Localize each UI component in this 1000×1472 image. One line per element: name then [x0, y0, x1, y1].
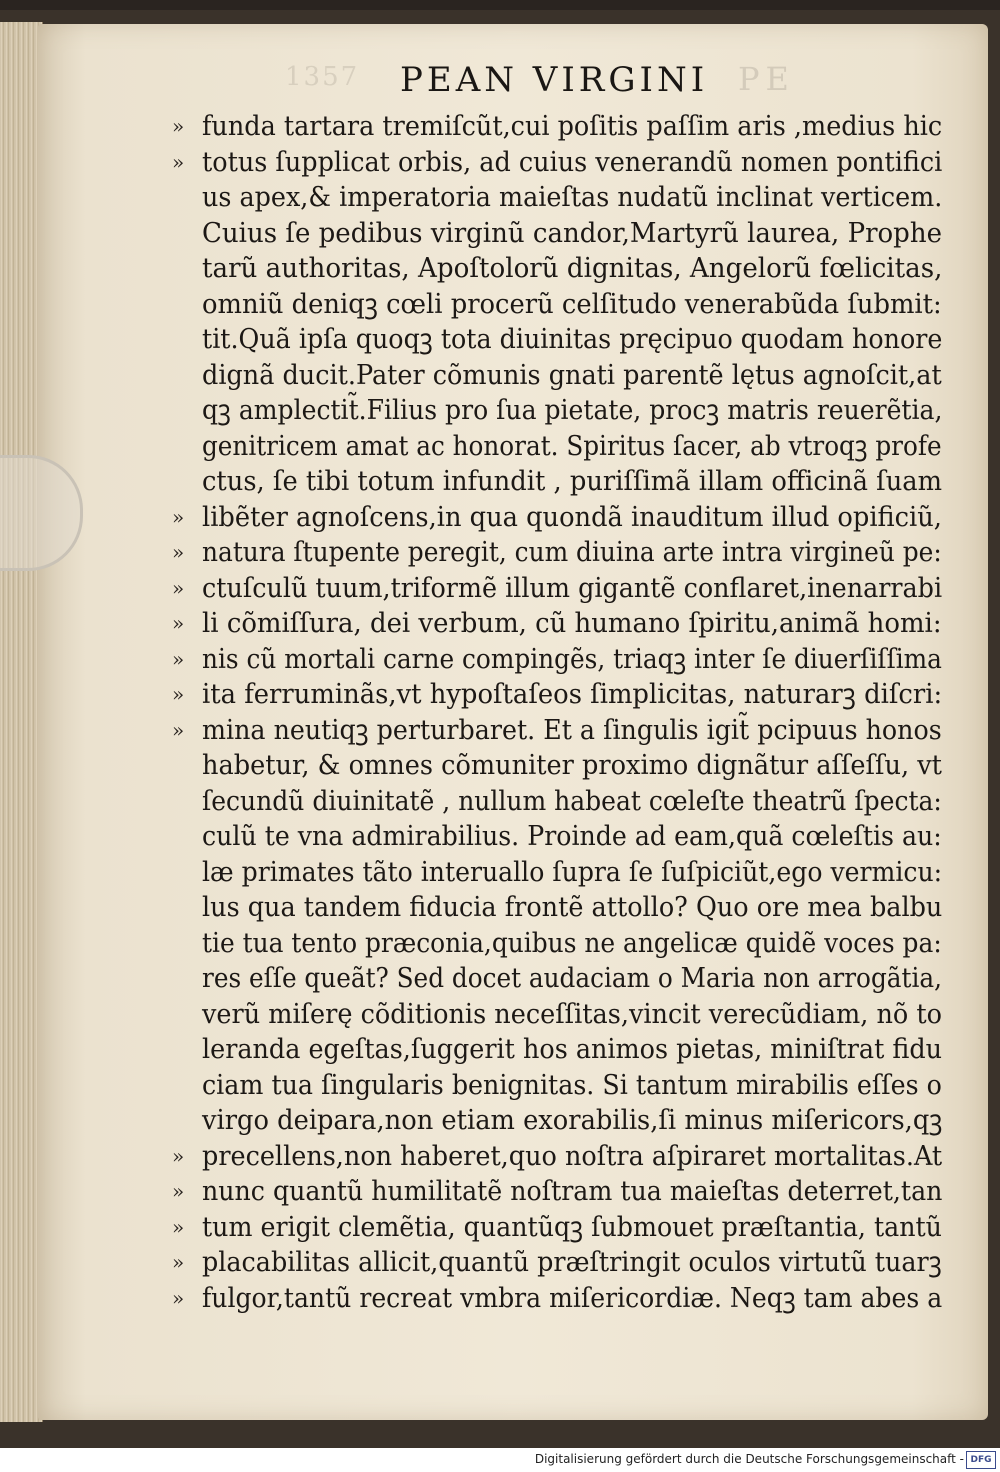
text-line — [172, 1210, 942, 1246]
text-line — [172, 606, 942, 642]
text-line-content: funda tartara tremiſcũt,cui poſitis paſſim aris ,medius hic — [202, 111, 943, 142]
text-line — [172, 464, 942, 500]
text-body — [172, 109, 942, 1316]
text-line — [172, 535, 942, 571]
text-line-content: ſecundũ diuinitatẽ , nullum habeat cœleſte theatrũ ſpecta: — [202, 785, 942, 817]
margin-quote-mark: » — [172, 1143, 185, 1168]
text-line-content: tie tua tento præconia,quibus ne angelicæ quidẽ voces pa: — [202, 927, 942, 959]
text-line — [172, 322, 942, 358]
text-line — [172, 961, 942, 997]
page-edges — [0, 22, 43, 1422]
text-line-content: mina neutiqꝫ perturbaret. Et a ſingulis igit̃ pcipuus honos — [202, 714, 942, 746]
text-line — [172, 109, 942, 145]
bleed-through-right: PE — [738, 60, 795, 98]
margin-quote-mark: » — [172, 611, 185, 635]
text-line-content: Cuius ſe pedibus virginũ candor,Martyrũ laurea, Prophe — [202, 217, 942, 249]
text-line — [172, 1139, 942, 1175]
text-line — [172, 1032, 942, 1068]
text-line-content: culũ te vna admirabilius. Proinde ad eam,quã cœleſtis au: — [202, 821, 942, 852]
margin-quote-mark: » — [172, 575, 185, 600]
text-line — [172, 393, 942, 429]
text-line — [172, 855, 942, 891]
margin-quote-mark: » — [172, 114, 185, 138]
text-line-content: lus qua tandem fiducia frontẽ attollo? Quo ore mea balbu — [202, 892, 943, 923]
footer-bar — [0, 1448, 1000, 1472]
margin-quote-mark: » — [172, 682, 185, 706]
text-line-content: ciam tua ſingularis benignitas. Si tantum mirabilis eſſes o — [202, 1069, 942, 1101]
margin-quote-mark: » — [172, 504, 185, 529]
text-line-content: tarũ authoritas, Apoſtolorũ dignitas, Angelorũ fœlicitas, — [202, 253, 943, 284]
text-line-content: totus ſupplicat orbis, ad cuius venerandũ nomen pontifici — [202, 146, 943, 178]
text-line-content: tit.Quã ipſa quoqꝫ tota diuinitas pręcipuo quodam honore — [202, 324, 943, 355]
margin-quote-mark: » — [172, 149, 185, 174]
text-line-content: fulgor,tantũ recreat vmbra miſericordiæ. Neqꝫ tam abes a — [202, 1282, 943, 1314]
margin-quote-mark: » — [172, 1250, 185, 1274]
text-line — [172, 677, 942, 713]
text-line — [172, 926, 942, 962]
text-line — [172, 287, 942, 323]
text-line-content: ctus, ſe tibi totum infundit , puriſſimã illam officinã ſuam — [202, 466, 943, 497]
text-line-content: genitricem amat ac honorat. Spiritus ſacer, ab vtroqꝫ profe — [202, 430, 942, 462]
margin-quote-mark: » — [172, 540, 185, 564]
text-line-content: nis cũ mortali carne compingẽs, triaqꝫ inter ſe diuerſiſſima — [202, 643, 942, 675]
text-line-content: placabilitas allicit,quantũ præſtringit oculos virtutũ tuarꝫ — [202, 1247, 942, 1278]
text-line — [172, 1103, 942, 1139]
text-line-content: habetur, & omnes cõmuniter proximo dignãtur aſſeſſu, vt — [202, 750, 942, 781]
text-line — [172, 1174, 942, 1210]
text-line — [172, 890, 942, 926]
text-line-content: virgo deipara,non etiam exorabilis,ſi minus miſericors,qꝫ — [202, 1105, 943, 1136]
text-line — [172, 642, 942, 678]
margin-quote-mark: » — [172, 1214, 185, 1239]
text-line — [172, 251, 942, 287]
text-line-content: qꝫ amplectit̃.Filius pro ſua pietate, procꝫ matris reuerẽtia, — [202, 395, 943, 426]
text-line — [172, 180, 942, 216]
text-line-content: libẽter agnoſcens,in qua quondã inauditum illud opificiũ, — [202, 501, 942, 533]
text-line-content: li cõmiſſura, dei verbum, cũ humano ſpiritu,animã homi: — [202, 608, 942, 639]
text-line-content: læ primates tãto interuallo ſupra ſe ſuſpiciũt,ego vermicu: — [202, 856, 943, 888]
text-line-content: us apex,& imperatoria maieſtas nudatũ inclinat verticem. — [202, 182, 943, 213]
text-line — [172, 997, 942, 1033]
text-line — [172, 819, 942, 855]
text-line — [172, 500, 942, 536]
bleed-through-left: 1357 — [285, 62, 360, 92]
margin-quote-mark: » — [172, 717, 185, 742]
text-line-content: tum erigit clemẽtia, quantũqꝫ ſubmouet præſtantia, tantũ — [202, 1211, 942, 1243]
margin-quote-mark: » — [172, 1179, 185, 1203]
text-line — [172, 1281, 942, 1317]
text-line-content: omniũ deniqꝫ cœli procerũ celſitudo venerabũda ſubmit: — [202, 288, 942, 320]
text-line — [172, 1245, 942, 1281]
text-line-content: res eſſe queãt? Sed docet audaciam o Maria non arrogãtia, — [202, 963, 942, 994]
text-line-content: nunc quantũ humilitatẽ noſtram tua maieſtas deterret,tan — [202, 1176, 943, 1207]
margin-quote-mark: » — [172, 646, 185, 671]
text-line — [172, 571, 942, 607]
margin-quote-mark: » — [172, 1285, 185, 1310]
text-line — [172, 145, 942, 181]
text-line-content: leranda egeſtas,ſuggerit hos animos pietas, miniſtrat fidu — [202, 1034, 943, 1065]
text-line-content: dignã ducit.Pater cõmunis gnati parentẽ lętus agnoſcit,at — [202, 359, 942, 391]
text-line — [172, 748, 942, 784]
funding-credit: Digitalisierung gefördert durch die Deutsche Forschungsgemeinschaft - — [534, 1452, 964, 1466]
text-line — [172, 358, 942, 394]
text-line — [172, 1068, 942, 1104]
text-line — [172, 713, 942, 749]
text-line-content: ctuſculũ tuum,triformẽ illum gigantẽ conflaret,inenarrabi — [202, 572, 943, 604]
text-line — [172, 429, 942, 465]
text-line — [172, 216, 942, 252]
text-line — [172, 784, 942, 820]
text-line-content: precellens,non haberet,quo noſtra aſpiraret mortalitas.At — [202, 1140, 943, 1172]
page-header: PEAN VIRGINI — [400, 60, 709, 100]
text-line-content: verũ miſerę cõditionis neceſſitas,vincit verecũdiam, nõ to — [202, 998, 942, 1030]
dfg-logo: DFG — [966, 1451, 996, 1469]
text-line-content: ita ferruminãs,vt hypoſtaſeos ſimplicitas, naturarꝫ diſcri: — [202, 679, 943, 710]
text-line-content: natura ſtupente peregit, cum diuina arte intra virgineũ pe: — [202, 537, 942, 568]
